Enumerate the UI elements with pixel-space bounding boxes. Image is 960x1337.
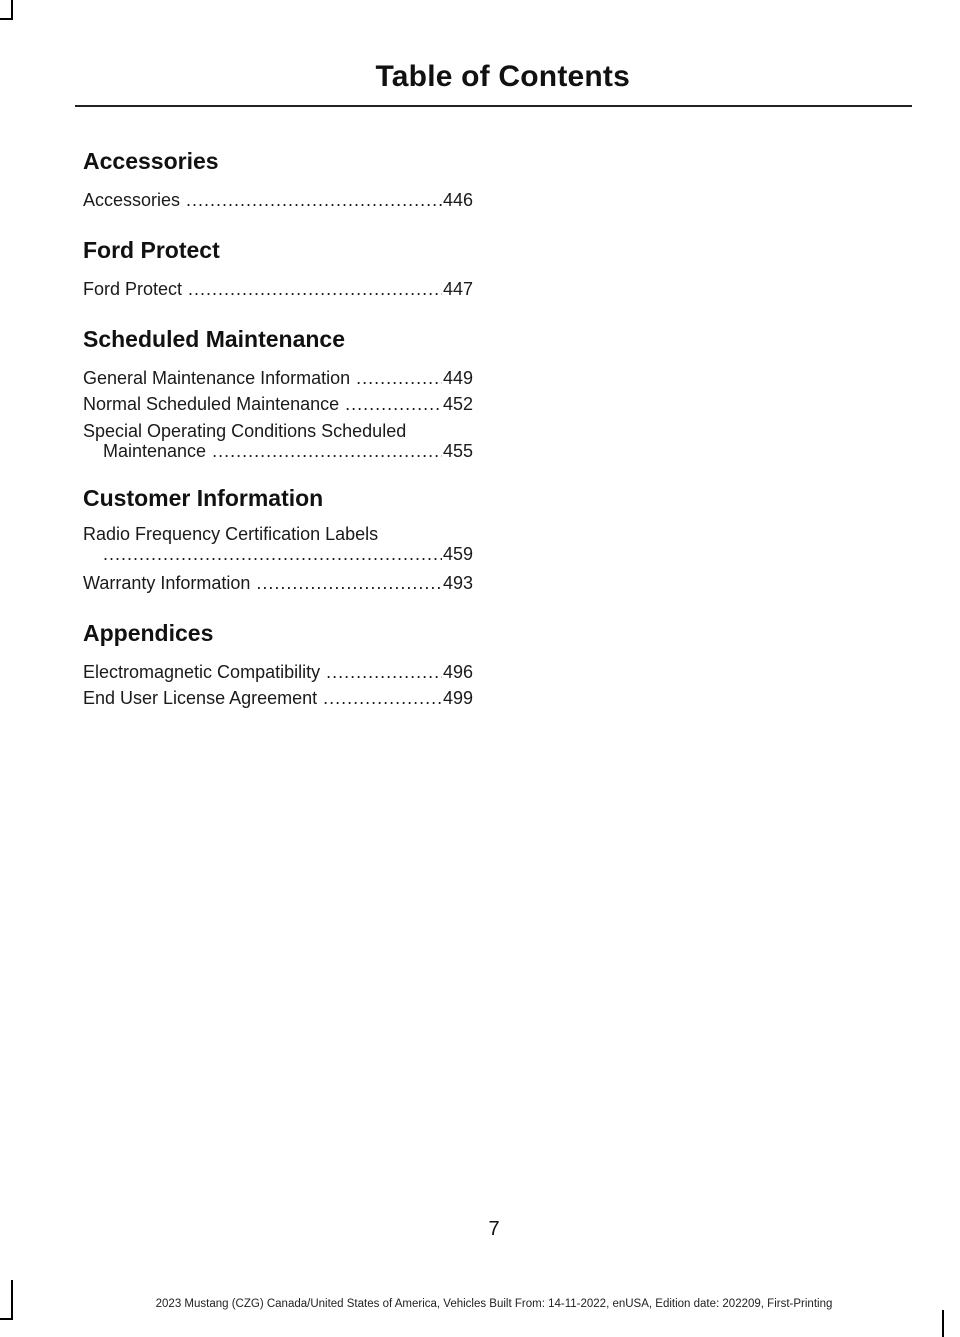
dot-leader [323, 685, 442, 711]
toc-entry-accessories[interactable] [83, 187, 473, 213]
toc-entry-ford-protect[interactable] [83, 276, 473, 302]
toc-entry-warranty-information[interactable] [83, 570, 473, 596]
entry-page: 459 [442, 544, 473, 564]
entry-page: 493 [442, 573, 473, 593]
page-title: Table of Contents [375, 60, 630, 93]
entry-title: General Maintenance Information [83, 368, 351, 388]
dot-leader [186, 187, 442, 213]
entry-title: Normal Scheduled Maintenance [83, 394, 340, 414]
entry-continuation [83, 544, 473, 564]
table-of-contents [83, 146, 473, 733]
section-heading: Appendices [83, 620, 214, 646]
dot-leader [345, 391, 442, 417]
entry-title: Warranty Information [83, 573, 251, 593]
toc-section-accessories [83, 146, 473, 213]
crop-mark-bottom-left-h [0, 1318, 13, 1320]
entry-page: 455 [442, 441, 473, 461]
entry-page: 496 [442, 662, 473, 682]
section-heading: Scheduled Maintenance [83, 326, 346, 352]
crop-mark-bottom-right-v [942, 1310, 944, 1337]
crop-mark-top-left-v [11, 0, 13, 20]
footer-edition-info: 2023 Mustang (CZG) Canada/United States of America, Vehicles Built From: 14-11-2022, enUSA, Edition date: 202209, First-Printing [155, 1298, 833, 1310]
toc-entry-normal-scheduled-maintenance[interactable] [83, 391, 473, 417]
toc-section-scheduled-maintenance [83, 324, 473, 461]
dot-leader [356, 365, 442, 391]
dot-leader [212, 441, 442, 461]
entry-page: 499 [442, 688, 473, 708]
entry-page: 449 [442, 368, 473, 388]
section-heading: Ford Protect [83, 237, 220, 263]
dot-leader [326, 659, 442, 685]
toc-section-customer-information [83, 483, 473, 596]
entry-title: Accessories [83, 190, 181, 210]
entry-title: Radio Frequency Certification Labels [83, 524, 379, 544]
toc-entry-electromagnetic-compatibility[interactable] [83, 659, 473, 685]
toc-entry-radio-frequency[interactable] [83, 524, 473, 564]
toc-entry-general-maintenance[interactable] [83, 365, 473, 391]
dot-leader [256, 570, 442, 596]
section-heading: Customer Information [83, 485, 324, 511]
toc-section-appendices [83, 618, 473, 711]
section-heading: Accessories [83, 148, 219, 174]
entry-page: 452 [442, 394, 473, 414]
dot-leader [103, 544, 442, 564]
entry-title: Electromagnetic Compatibility [83, 662, 321, 682]
entry-title: Ford Protect [83, 279, 183, 299]
page-number: 7 [488, 1218, 500, 1240]
entry-page: 446 [442, 190, 473, 210]
entry-title-line1: Special Operating Conditions Scheduled [83, 421, 407, 441]
entry-title: End User License Agreement [83, 688, 318, 708]
toc-section-ford-protect [83, 235, 473, 302]
crop-mark-top-left-h [0, 18, 13, 20]
title-rule [75, 105, 912, 107]
toc-entry-end-user-license[interactable] [83, 685, 473, 711]
entry-title-line2: Maintenance [103, 441, 207, 461]
entry-continuation [83, 441, 473, 461]
dot-leader [188, 276, 442, 302]
entry-page: 447 [442, 279, 473, 299]
toc-entry-special-operating-conditions[interactable] [83, 421, 473, 461]
